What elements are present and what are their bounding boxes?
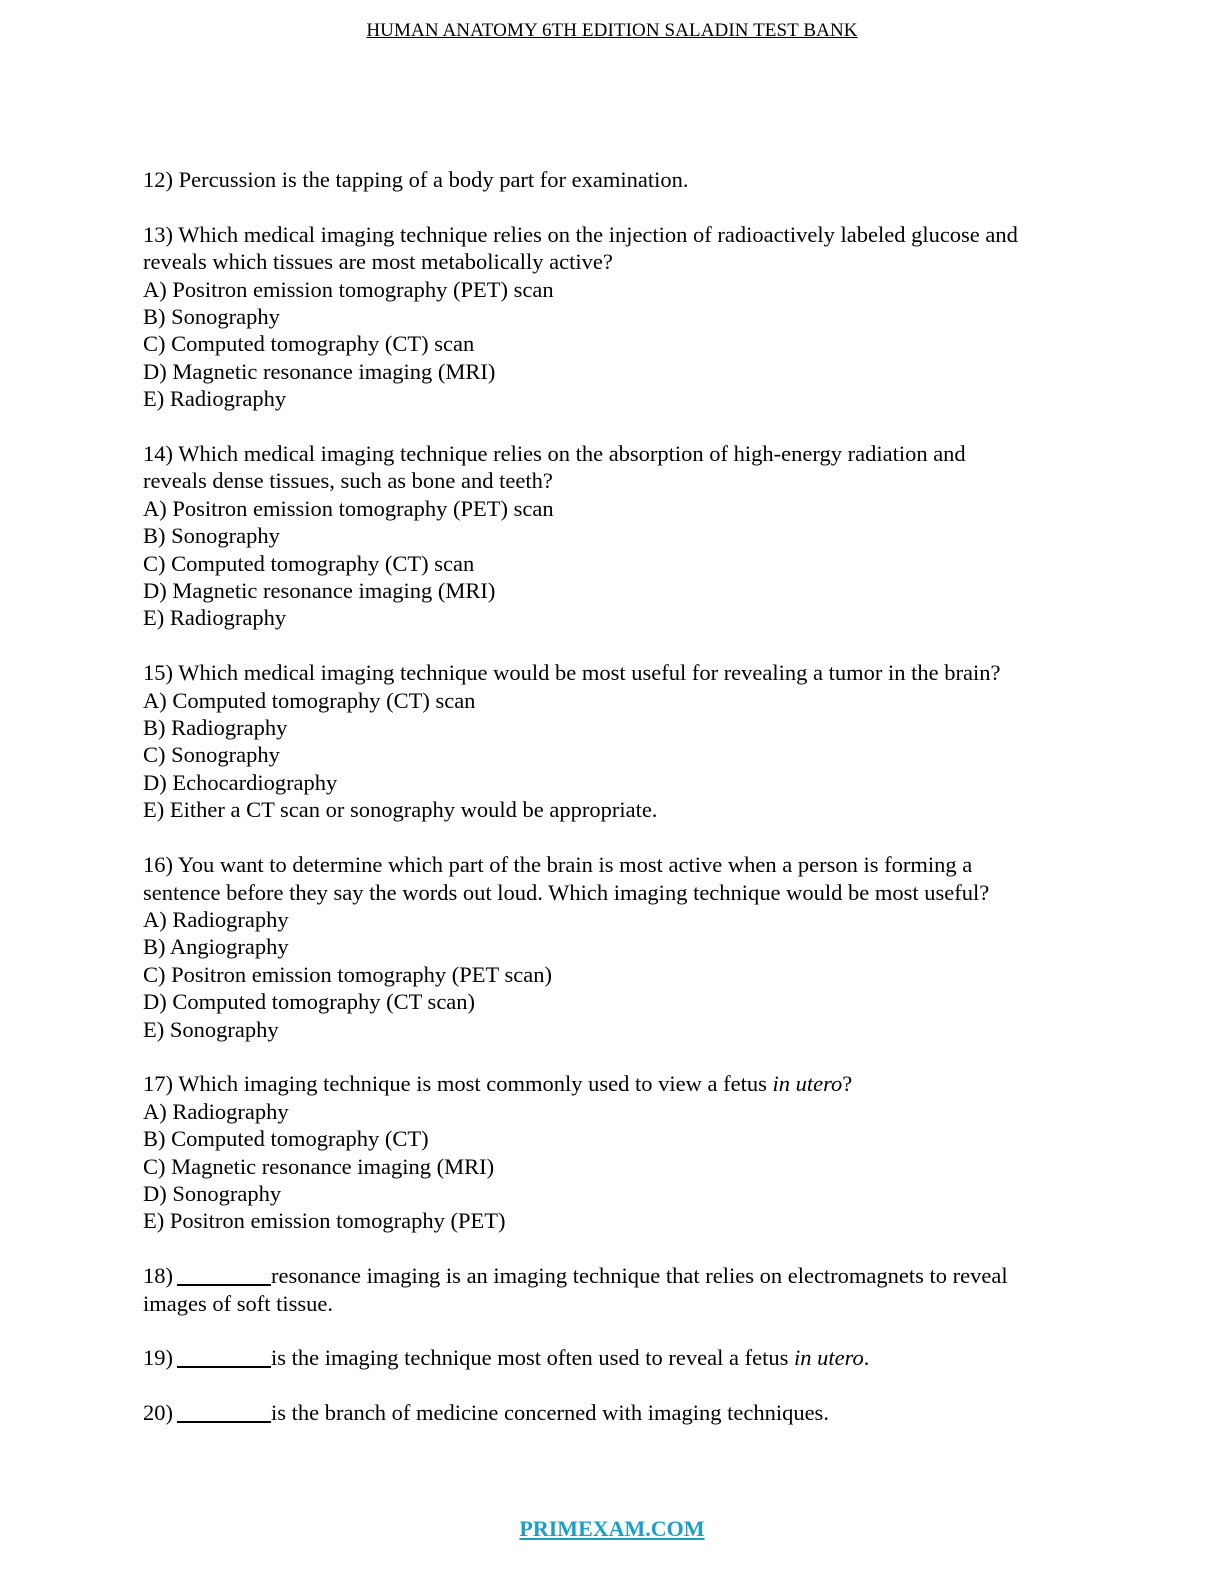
question-17-stem-suffix: ? xyxy=(842,1071,853,1097)
question-19-italic: in utero xyxy=(793,1345,864,1371)
question-17-option-c: C) Magnetic resonance imaging (MRI) xyxy=(143,1153,495,1179)
question-18-line-1 xyxy=(143,1262,1103,1289)
question-list xyxy=(143,166,1103,1454)
question-16-stem-line-1: 16) You want to determine which part of the brain is most active when a person is forming a xyxy=(143,852,973,878)
question-13-stem-line-2: reveals which tissues are most metabolically active? xyxy=(143,249,613,275)
question-13-option-b: B) Sonography xyxy=(143,304,280,330)
question-12 xyxy=(143,166,1103,193)
question-17-option-e: E) Positron emission tomography (PET) xyxy=(143,1208,506,1234)
question-20-line xyxy=(143,1399,1103,1426)
question-14-stem-line-1: 14) Which medical imaging technique relies on the absorption of high-energy radiation and xyxy=(143,441,966,467)
question-16-option-c: C) Positron emission tomography (PET scan) xyxy=(143,961,552,987)
question-17 xyxy=(143,1070,1103,1234)
question-19-text: is the imaging technique most often used to reveal a fetus xyxy=(271,1345,794,1371)
answer-blank xyxy=(177,1346,271,1368)
question-20-text: is the branch of medicine concerned with imaging techniques. xyxy=(271,1400,829,1426)
question-13-option-c: C) Computed tomography (CT) scan xyxy=(143,331,475,357)
question-17-stem-text: 17) Which imaging technique is most commonly used to view a fetus xyxy=(143,1071,773,1097)
question-15-stem: 15) Which medical imaging technique would be most useful for revealing a tumor in the brain? xyxy=(143,660,1001,686)
question-18-number: 18) xyxy=(143,1263,173,1289)
question-15-option-e: E) Either a CT scan or sonography would be appropriate. xyxy=(143,797,658,823)
question-20-number: 20) xyxy=(143,1400,173,1426)
question-13-option-a: A) Positron emission tomography (PET) scan xyxy=(143,276,554,302)
question-19 xyxy=(143,1344,1103,1371)
question-13-stem-line-1: 13) Which medical imaging technique relies on the injection of radioactively labeled glucose and xyxy=(143,221,1018,247)
question-19-line xyxy=(143,1344,1103,1371)
question-18-text: resonance imaging is an imaging technique that relies on electromagnets to reveal xyxy=(271,1263,1008,1289)
question-15-option-c: C) Sonography xyxy=(143,742,280,768)
footer-link[interactable]: PRIMEXAM.COM xyxy=(519,1516,705,1541)
answer-blank xyxy=(177,1401,271,1423)
question-16 xyxy=(143,851,1103,1043)
question-15-option-a: A) Computed tomography (CT) scan xyxy=(143,687,476,713)
question-12-text: 12) Percussion is the tapping of a body part for examination. xyxy=(143,167,689,192)
question-17-option-a: A) Radiography xyxy=(143,1098,289,1124)
question-16-option-a: A) Radiography xyxy=(143,906,289,932)
question-14-option-b: B) Sonography xyxy=(143,523,280,549)
question-16-stem-line-2: sentence before they say the words out loud. Which imaging technique would be most useful? xyxy=(143,879,990,905)
question-14 xyxy=(143,440,1103,632)
answer-blank xyxy=(177,1264,271,1286)
question-17-option-b: B) Computed tomography (CT) xyxy=(143,1126,429,1152)
question-15-option-b: B) Radiography xyxy=(143,715,288,741)
question-14-option-d: D) Magnetic resonance imaging (MRI) xyxy=(143,578,496,604)
question-17-option-d: D) Sonography xyxy=(143,1180,282,1206)
page-header: HUMAN ANATOMY 6TH EDITION SALADIN TEST BANK xyxy=(366,20,858,41)
question-16-option-b: B) Angiography xyxy=(143,934,289,960)
question-16-option-d: D) Computed tomography (CT scan) xyxy=(143,989,476,1015)
question-14-stem-line-2: reveals dense tissues, such as bone and teeth? xyxy=(143,468,553,494)
question-19-suffix: . xyxy=(863,1345,870,1371)
question-18 xyxy=(143,1262,1103,1317)
question-16-option-e: E) Sonography xyxy=(143,1016,279,1042)
question-17-stem-italic: in utero xyxy=(772,1071,843,1097)
question-14-option-c: C) Computed tomography (CT) scan xyxy=(143,550,475,576)
question-17-stem xyxy=(143,1070,1103,1097)
question-19-number: 19) xyxy=(143,1345,173,1371)
question-13-option-e: E) Radiography xyxy=(143,386,287,412)
question-18-line-2: images of soft tissue. xyxy=(143,1290,333,1316)
question-15-option-d: D) Echocardiography xyxy=(143,769,338,795)
question-14-option-a: A) Positron emission tomography (PET) scan xyxy=(143,495,554,521)
question-13-option-d: D) Magnetic resonance imaging (MRI) xyxy=(143,358,496,384)
question-13 xyxy=(143,221,1103,413)
question-20 xyxy=(143,1399,1103,1426)
question-14-option-e: E) Radiography xyxy=(143,605,287,631)
question-15 xyxy=(143,659,1103,823)
